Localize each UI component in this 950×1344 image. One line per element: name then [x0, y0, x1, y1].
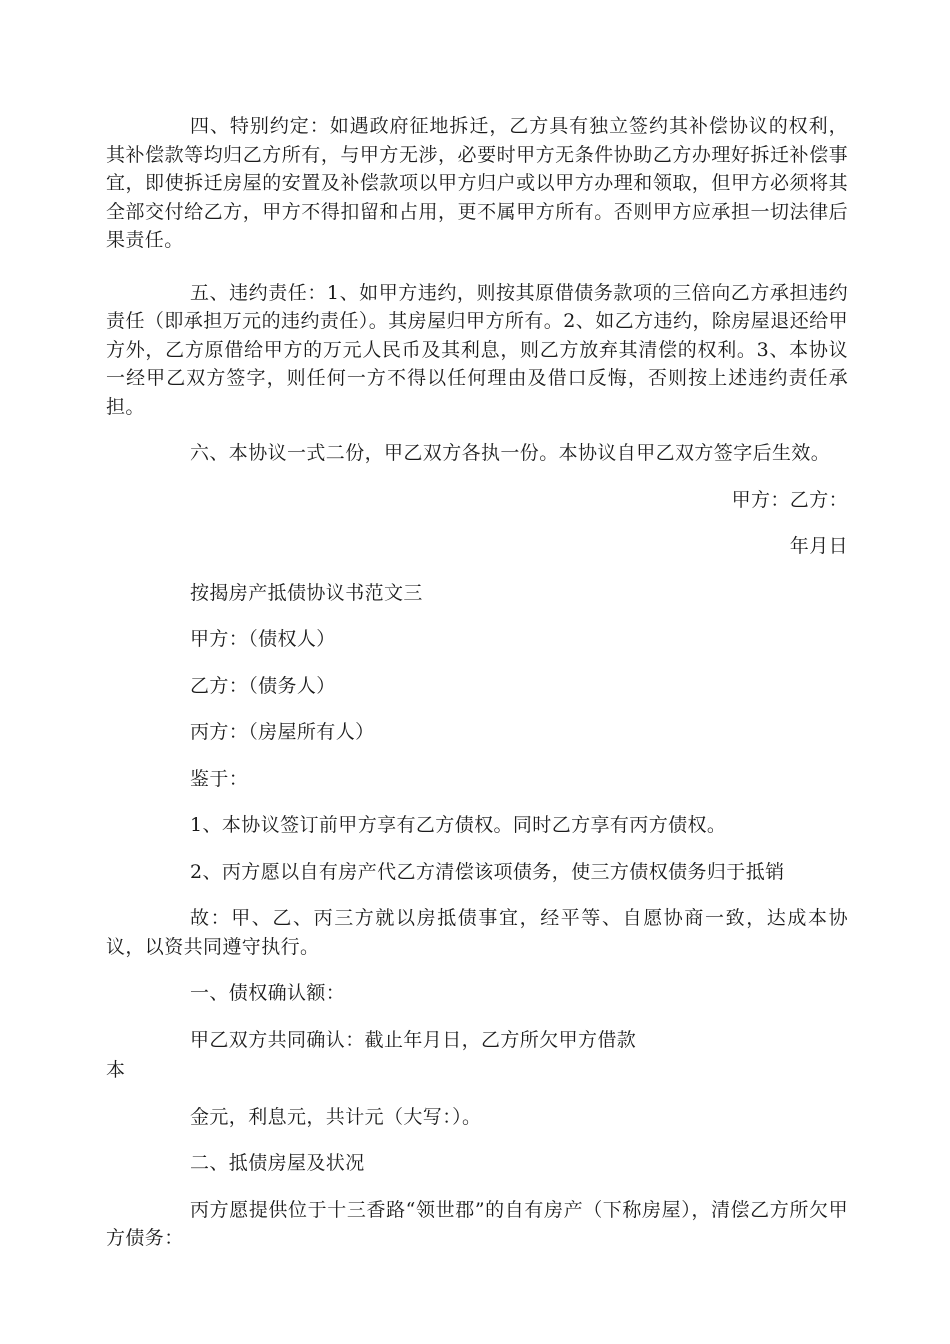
party-a-line: 甲方：（债权人） [190, 628, 336, 650]
clause-5-liability: 五、违约责任：1、如甲方违约，则按其原借债务款项的三倍向乙方承担违约责任（即承担万元的违约责任）。其房屋归甲方所有。2、如乙方违约，除房屋退还给甲方外，乙方原借给甲方的万元人民币及其利息，则乙方放弃其清偿的权利。3、本协议一经甲乙双方签字，则任何一方不得以任何理由及借口反悔，否则按上述违约责任承担。 [106, 281, 848, 418]
date-line: 年月日 [789, 535, 848, 557]
party-c-line: 丙方：（房屋所有人） [190, 721, 375, 743]
whereas-heading: 鉴于： [190, 767, 249, 790]
section-2-body: 丙方愿提供位于十三香路“领世郡”的自有房产（下称房屋），清偿乙方所欠甲方债务： [106, 1198, 848, 1249]
party-b-line: 乙方：（债务人） [190, 674, 336, 697]
signature-line: 甲方：乙方： [731, 488, 848, 511]
therefore-paragraph: 故：甲、乙、丙三方就以房抵债事宜，经平等、自愿协商一致，达成本协议，以资共同遵守执行。 [106, 907, 848, 958]
whereas-item-2: 2、丙方愿以自有房产代乙方清偿该项债务，使三方债权债务归于抵销 [190, 860, 785, 883]
section-2-heading: 二、抵债房屋及状况 [190, 1152, 365, 1174]
section-title: 按揭房产抵债协议书范文三 [190, 581, 423, 604]
clause-6-copies: 六、本协议一式二份，甲乙双方各执一份。本协议自甲乙双方签字后生效。 [190, 442, 831, 464]
section-1-orphan-char: 本 [106, 1059, 126, 1081]
clause-4-special-agreement: 四、特别约定：如遇政府征地拆迁，乙方具有独立签约其补偿协议的权利，其补偿款等均归乙方所有，与甲方无涉，必要时甲方无条件协助乙方办理好拆迁补偿事宜，即使拆迁房屋的安置及补偿款项以甲方归户或以甲方办理和领取，但甲方必须将其全部交付给乙方，甲方不得扣留和占用，更不属甲方所有。否则甲方应承担一切法律后果责任。 [106, 115, 848, 251]
whereas-item-1: 1、本协议签订前甲方享有乙方债权。同时乙方享有丙方债权。 [190, 814, 727, 836]
document-body [106, 112, 848, 1253]
section-1-heading: 一、债权确认额： [190, 982, 346, 1004]
section-1-line-2: 金元，利息元，共计元（大写：）。 [190, 1105, 482, 1128]
section-1-line-1: 甲乙双方共同确认：截止年月日，乙方所欠甲方借款 [190, 1028, 637, 1051]
